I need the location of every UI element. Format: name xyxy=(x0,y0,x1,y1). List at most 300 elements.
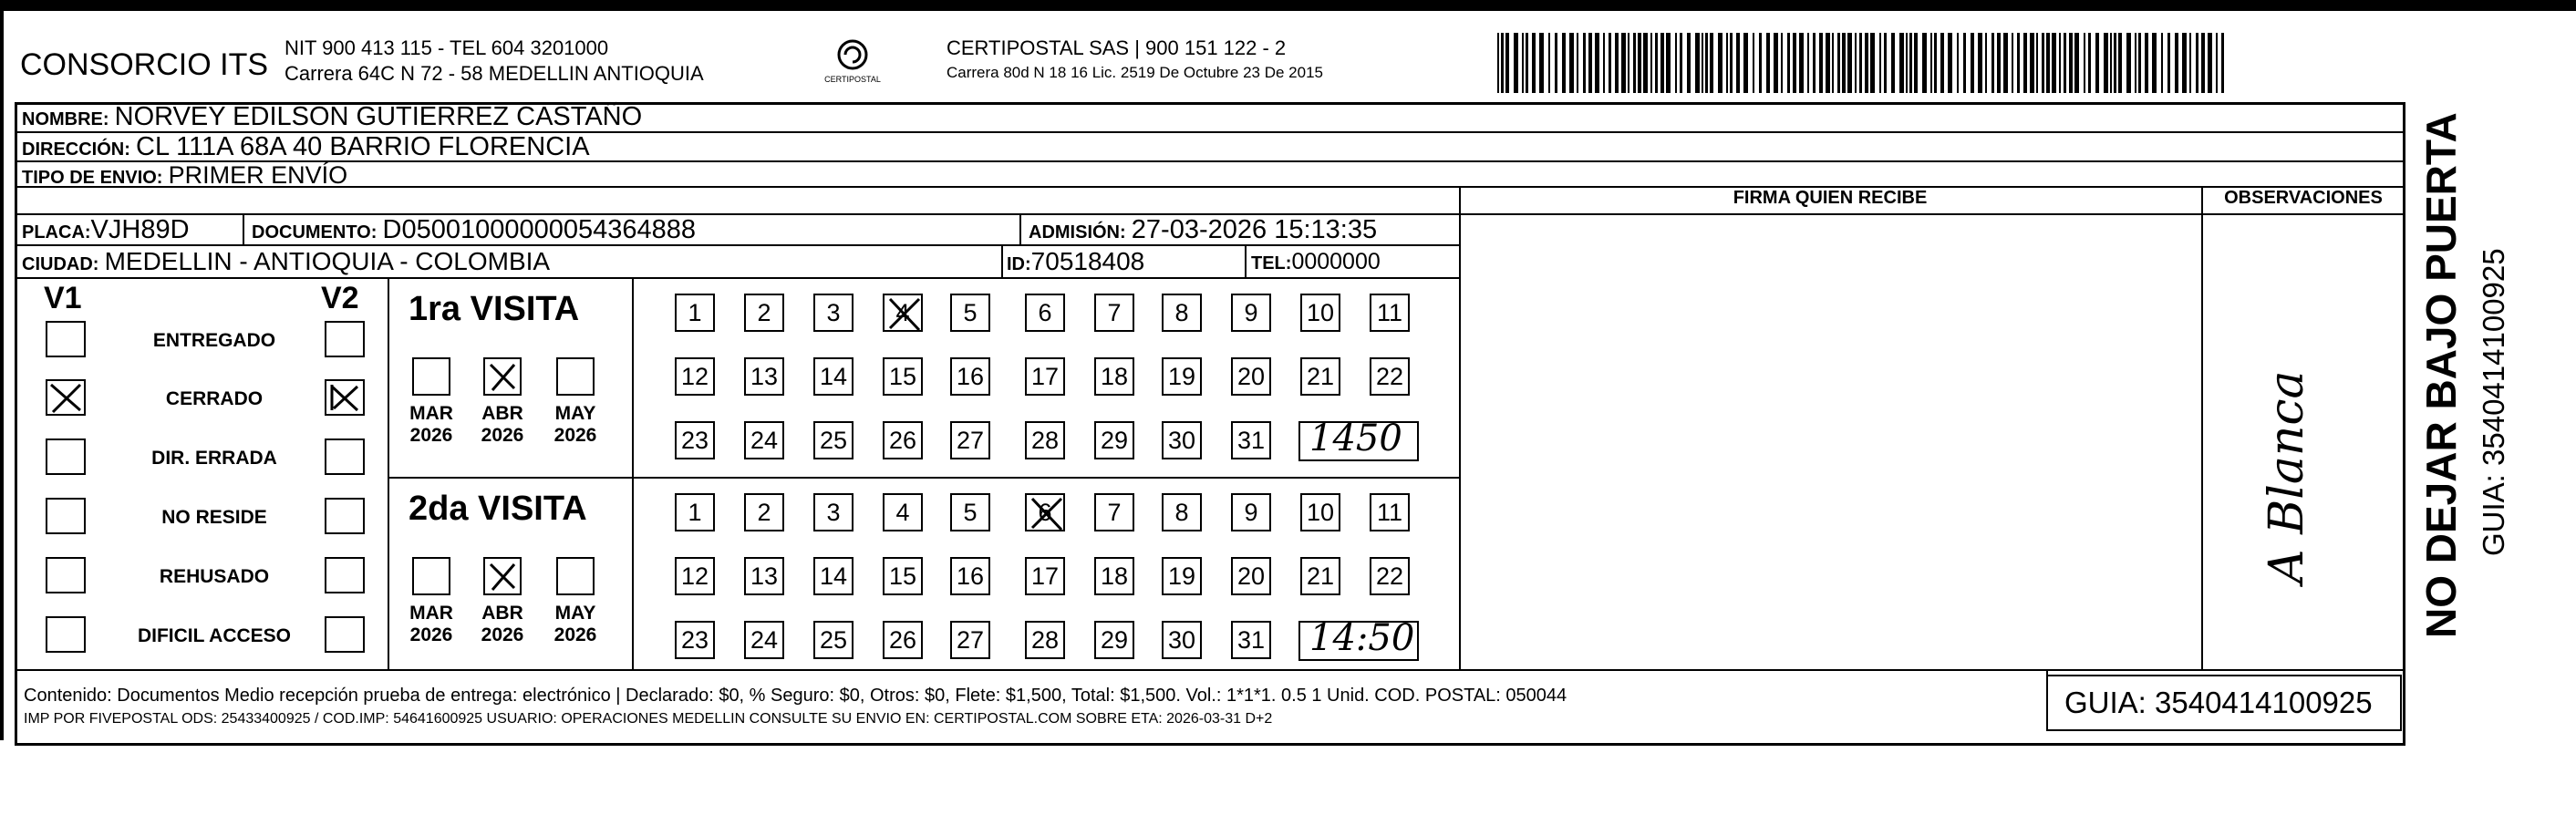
day-checkbox[interactable] xyxy=(1025,357,1065,396)
barcode-bar xyxy=(1934,33,1937,93)
day-checkbox[interactable] xyxy=(1231,557,1271,595)
rule xyxy=(1019,213,1021,244)
placa-row xyxy=(22,215,190,245)
day-checkbox[interactable] xyxy=(675,621,715,659)
barcode-bar xyxy=(1583,33,1586,93)
barcode-bar xyxy=(1787,33,1790,93)
barcode-bar xyxy=(1948,33,1952,93)
barcode-bar xyxy=(1718,33,1723,93)
day-number: 20 xyxy=(1236,362,1266,390)
day-number: 13 xyxy=(750,562,779,590)
day-checkbox[interactable] xyxy=(813,294,853,332)
month-checkbox[interactable] xyxy=(412,557,450,595)
v2-checkbox[interactable] xyxy=(325,379,365,416)
day-checkbox[interactable] xyxy=(1025,557,1065,595)
day-checkbox[interactable] xyxy=(1094,621,1134,659)
barcode-bar xyxy=(1906,33,1908,93)
day-checkbox[interactable] xyxy=(744,621,784,659)
status-option-label: DIR. ERRADA xyxy=(151,448,277,469)
barcode-bar xyxy=(1826,33,1830,93)
rule xyxy=(1459,186,1461,669)
status-option-label: ENTREGADO xyxy=(152,330,276,351)
certipostal-logo xyxy=(825,36,880,91)
barcode-bar xyxy=(2216,33,2218,93)
day-number: 24 xyxy=(750,426,779,454)
day-checkbox[interactable] xyxy=(1162,421,1202,459)
month-year: 2026 xyxy=(481,624,524,645)
firma-header: FIRMA QUIEN RECIBE xyxy=(1733,188,1928,208)
day-number: 19 xyxy=(1167,562,1196,590)
day-checkbox[interactable] xyxy=(950,621,990,659)
barcode-bar xyxy=(1807,33,1809,93)
barcode-bar xyxy=(1666,33,1671,93)
month-label xyxy=(474,403,531,447)
v2-checkbox[interactable] xyxy=(325,438,365,475)
month-label xyxy=(403,403,460,447)
v1-checkbox[interactable] xyxy=(46,321,86,357)
day-checkbox[interactable] xyxy=(950,294,990,332)
barcode-bar xyxy=(1628,33,1629,93)
day-checkbox[interactable] xyxy=(1231,493,1271,531)
day-checkbox[interactable] xyxy=(1231,357,1271,396)
footer-imp: IMP POR FIVEPOSTAL ODS: 25433400925 / COD.IMP: 54641600925 USUARIO: OPERACIONES MEDELLIN CONSULTE SU ENVIO EN: CERTIPOSTAL.COM SOBRE ETA: 2026-03-31 D+2 xyxy=(24,711,1273,727)
day-checkbox[interactable] xyxy=(744,493,784,531)
handwritten-time: 1450 xyxy=(1309,418,1402,459)
day-number: 12 xyxy=(680,362,709,390)
month-label xyxy=(547,403,604,447)
day-number: 16 xyxy=(956,562,985,590)
day-checkbox[interactable] xyxy=(744,294,784,332)
guia-box xyxy=(2046,675,2402,731)
day-checkbox[interactable] xyxy=(744,421,784,459)
barcode-bar xyxy=(1609,33,1611,93)
day-checkbox[interactable] xyxy=(1300,357,1340,396)
day-checkbox[interactable] xyxy=(675,421,715,459)
tipo-row xyxy=(22,161,347,190)
barcode-bar xyxy=(2095,33,2099,93)
day-number: 13 xyxy=(750,362,779,390)
month-year: 2026 xyxy=(481,425,524,446)
month-year: 2026 xyxy=(553,425,597,446)
barcode-bar xyxy=(1813,33,1816,93)
day-number: 22 xyxy=(1375,562,1404,590)
day-number: 9 xyxy=(1244,298,1258,326)
day-number: 7 xyxy=(1107,498,1122,526)
day-checkbox[interactable] xyxy=(950,557,990,595)
barcode-bar xyxy=(2104,33,2108,93)
day-number: 5 xyxy=(963,498,978,526)
placa-value: VJH89D xyxy=(90,215,190,244)
v2-checkbox[interactable] xyxy=(325,498,365,534)
month-checkbox[interactable] xyxy=(556,357,595,396)
barcode-bar xyxy=(1514,33,1518,93)
day-number: 8 xyxy=(1174,298,1189,326)
barcode-bar xyxy=(1577,33,1578,93)
barcode-bar xyxy=(1695,33,1700,93)
day-checkbox[interactable] xyxy=(1025,294,1065,332)
day-checkbox[interactable] xyxy=(675,294,715,332)
day-mark xyxy=(1027,495,1067,540)
barcode-bar xyxy=(1870,33,1875,93)
month-year: 2026 xyxy=(409,624,453,645)
carrier-address: Carrera 80d N 18 16 Lic. 2519 De Octubre 23 De 2015 xyxy=(947,64,1323,81)
barcode-bar xyxy=(1978,33,1982,93)
barcode-bar xyxy=(1759,33,1762,93)
direccion-label: DIRECCIÓN: xyxy=(22,139,130,160)
day-checkbox[interactable] xyxy=(1370,357,1410,396)
day-checkbox[interactable] xyxy=(950,493,990,531)
barcode-bar xyxy=(2208,33,2212,93)
status-option-label: CERRADO xyxy=(165,388,264,409)
month-name: ABR xyxy=(481,403,523,424)
month-name: MAY xyxy=(554,403,596,424)
barcode-bar xyxy=(2074,33,2079,93)
day-number: 2 xyxy=(757,498,771,526)
company-address: Carrera 64C N 72 - 58 MEDELLIN ANTIOQUIA xyxy=(284,62,704,85)
month-checkbox[interactable] xyxy=(483,557,522,595)
day-checkbox[interactable] xyxy=(744,357,784,396)
nombre-value: NORVEY EDILSON GUTIERREZ CASTAÑO xyxy=(114,102,643,131)
barcode-bar xyxy=(1832,33,1834,93)
barcode-bar xyxy=(2135,33,2136,93)
barcode-bar xyxy=(1799,33,1804,93)
visit-title: 1ra VISITA xyxy=(409,290,580,328)
barcode-bar xyxy=(1548,33,1550,93)
day-checkbox[interactable] xyxy=(883,357,923,396)
barcode-bar xyxy=(1847,33,1852,93)
day-number: 18 xyxy=(1100,562,1129,590)
barcode-bar xyxy=(1726,33,1728,93)
v1-checkbox[interactable] xyxy=(46,616,86,653)
barcode-bar xyxy=(1781,33,1783,93)
day-number: 15 xyxy=(888,562,917,590)
day-number: 20 xyxy=(1236,562,1266,590)
day-number: 3 xyxy=(826,298,841,326)
admision-row xyxy=(1029,215,1377,245)
day-checkbox[interactable] xyxy=(813,621,853,659)
day-checkbox[interactable] xyxy=(950,357,990,396)
barcode-bar xyxy=(1643,33,1648,93)
barcode-bar xyxy=(1569,33,1574,93)
barcode-bar xyxy=(2023,33,2027,93)
placa-label: PLACA: xyxy=(22,222,91,242)
rule xyxy=(2201,186,2203,669)
admision-value: 27-03-2026 15:13:35 xyxy=(1131,215,1378,244)
barcode-bar xyxy=(2088,33,2091,93)
day-number: 15 xyxy=(888,362,917,390)
barcode-bar xyxy=(1743,33,1748,93)
barcode-bar xyxy=(1884,33,1887,93)
day-number: 14 xyxy=(819,362,848,390)
day-number: 21 xyxy=(1306,562,1335,590)
day-checkbox[interactable] xyxy=(1300,294,1340,332)
barcode-bar xyxy=(2046,33,2050,93)
time-box[interactable] xyxy=(1298,418,1419,461)
day-checkbox[interactable] xyxy=(813,493,853,531)
v1-checkbox[interactable] xyxy=(46,438,86,475)
barcode-bar xyxy=(1595,33,1599,93)
barcode-bar xyxy=(2036,33,2038,93)
day-checkbox[interactable] xyxy=(883,294,923,332)
barcode-bar xyxy=(2161,33,2163,93)
rule xyxy=(1245,244,1247,277)
documento-row xyxy=(252,215,696,245)
direccion-value: CL 111A 68A 40 BARRIO FLORENCIA xyxy=(136,132,590,161)
barcode-bar xyxy=(1837,33,1840,93)
day-checkbox[interactable] xyxy=(1094,357,1134,396)
day-number: 1 xyxy=(688,498,702,526)
barcode-bar xyxy=(1505,33,1509,93)
barcode-bar xyxy=(1615,33,1619,93)
barcode-bar xyxy=(1501,33,1504,93)
barcode-bar xyxy=(2152,33,2157,93)
barcode-bar xyxy=(1899,33,1904,93)
day-checkbox[interactable] xyxy=(675,357,715,396)
id-label: ID: xyxy=(1007,254,1031,274)
day-mark xyxy=(885,295,925,340)
barcode-bar xyxy=(2126,33,2131,93)
day-checkbox[interactable] xyxy=(1231,421,1271,459)
day-number: 19 xyxy=(1167,362,1196,390)
tipo-value: PRIMER ENVÍO xyxy=(168,161,348,189)
rule xyxy=(388,277,389,669)
barcode-bar xyxy=(2189,33,2191,93)
day-checkbox[interactable] xyxy=(1370,557,1410,595)
barcode-bar xyxy=(1859,33,1862,93)
barcode xyxy=(1497,33,2227,93)
tel-value: 0000000 xyxy=(1291,249,1381,274)
day-number: 23 xyxy=(680,426,709,454)
month-checkbox[interactable] xyxy=(556,557,595,595)
day-number: 28 xyxy=(1030,426,1060,454)
barcode-bar xyxy=(1909,33,1912,93)
barcode-bar xyxy=(2052,33,2056,93)
ciudad-value: MEDELLIN - ANTIOQUIA - COLOMBIA xyxy=(104,247,551,275)
month-year: 2026 xyxy=(409,425,453,446)
barcode-bar xyxy=(2030,33,2034,93)
barcode-bar xyxy=(2182,33,2187,93)
day-checkbox[interactable] xyxy=(950,421,990,459)
barcode-bar xyxy=(1914,33,1918,93)
barcode-bar xyxy=(1650,33,1652,93)
day-number: 4 xyxy=(895,498,910,526)
barcode-bar xyxy=(1675,33,1677,93)
barcode-bar xyxy=(1588,33,1592,93)
v1-checkbox[interactable] xyxy=(46,498,86,534)
barcode-bar xyxy=(1562,33,1566,93)
barcode-bar xyxy=(1702,33,1703,93)
barcode-bar xyxy=(1971,33,1974,93)
barcode-bar xyxy=(2221,33,2224,93)
barcode-bar xyxy=(2118,33,2122,93)
barcode-bar xyxy=(2042,33,2044,93)
v2-checkbox[interactable] xyxy=(325,616,365,653)
day-checkbox[interactable] xyxy=(813,357,853,396)
day-number: 23 xyxy=(680,625,709,654)
barcode-bar xyxy=(2145,33,2148,93)
day-checkbox[interactable] xyxy=(1162,621,1202,659)
month-name: MAR xyxy=(409,403,453,424)
day-checkbox[interactable] xyxy=(1162,294,1202,332)
day-number: 3 xyxy=(826,498,841,526)
status-option-label: DIFICIL ACCESO xyxy=(137,625,291,646)
time-box[interactable] xyxy=(1298,617,1419,661)
day-number: 25 xyxy=(819,625,848,654)
day-checkbox[interactable] xyxy=(883,493,923,531)
barcode-bar xyxy=(1753,33,1754,93)
barcode-bar xyxy=(1526,33,1528,93)
month-checkbox[interactable] xyxy=(412,357,450,396)
day-number: 26 xyxy=(888,625,917,654)
barcode-bar xyxy=(1603,33,1605,93)
day-checkbox[interactable] xyxy=(1300,493,1340,531)
day-checkbox[interactable] xyxy=(675,557,715,595)
top-edge-bar xyxy=(0,0,2576,11)
barcode-bar xyxy=(1680,33,1682,93)
barcode-bar xyxy=(1940,33,1944,93)
day-checkbox[interactable] xyxy=(883,621,923,659)
day-number: 8 xyxy=(1174,498,1189,526)
day-checkbox[interactable] xyxy=(1370,493,1410,531)
ciudad-row xyxy=(22,247,550,276)
day-checkbox[interactable] xyxy=(1025,621,1065,659)
status-option-label: NO RESIDE xyxy=(161,507,267,528)
v1-checkbox[interactable] xyxy=(46,379,86,416)
barcode-bar xyxy=(1963,33,1966,93)
barcode-bar xyxy=(1997,33,2001,93)
barcode-bar xyxy=(1621,33,1626,93)
day-checkbox[interactable] xyxy=(1094,294,1134,332)
footer-contenido: Contenido: Documentos Medio recepción prueba de entrega: electrónico | Declarado: $0, % Seguro: $0, Otros: $0, Flete: $1,500, Total: $1,500. Vol.: 1*1*1. 0.5 1 Unid. COD. POSTAL: 050044 xyxy=(24,686,1567,706)
barcode-bar xyxy=(1842,33,1846,93)
day-checkbox[interactable] xyxy=(1231,621,1271,659)
observacion-handwriting: A Blanca xyxy=(2260,370,2314,583)
barcode-bar xyxy=(1991,33,1994,93)
barcode-bar xyxy=(1655,33,1658,93)
logo-caption: CERTIPOSTAL xyxy=(824,75,881,84)
barcode-bar xyxy=(1891,33,1895,93)
month-year: 2026 xyxy=(553,624,597,645)
day-checkbox[interactable] xyxy=(813,421,853,459)
day-number: 14 xyxy=(819,562,848,590)
day-checkbox[interactable] xyxy=(1231,294,1271,332)
v1-checkbox[interactable] xyxy=(46,557,86,593)
day-number: 21 xyxy=(1306,362,1335,390)
month-name: ABR xyxy=(481,603,523,624)
barcode-bar xyxy=(2069,33,2073,93)
day-number: 6 xyxy=(1038,298,1052,326)
day-checkbox[interactable] xyxy=(883,557,923,595)
admision-label: ADMISIÓN: xyxy=(1029,222,1126,242)
day-checkbox[interactable] xyxy=(1025,421,1065,459)
day-checkbox[interactable] xyxy=(813,557,853,595)
barcode-bar xyxy=(2017,33,2020,93)
carrier-name: CERTIPOSTAL SAS | 900 151 122 - 2 xyxy=(947,36,1287,59)
day-checkbox[interactable] xyxy=(1162,357,1202,396)
month-label xyxy=(403,603,460,646)
nombre-row xyxy=(22,102,642,132)
day-number: 1 xyxy=(688,298,702,326)
barcode-bar xyxy=(1532,33,1536,93)
day-checkbox[interactable] xyxy=(744,557,784,595)
day-checkbox[interactable] xyxy=(675,493,715,531)
direccion-row xyxy=(22,132,590,162)
barcode-bar xyxy=(2201,33,2205,93)
day-checkbox[interactable] xyxy=(1300,557,1340,595)
barcode-bar xyxy=(2175,33,2178,93)
day-number: 30 xyxy=(1167,426,1196,454)
barcode-bar xyxy=(1774,33,1778,93)
barcode-bar xyxy=(1633,33,1636,93)
day-checkbox[interactable] xyxy=(883,421,923,459)
barcode-bar xyxy=(1730,33,1733,93)
v1-header: V1 xyxy=(44,281,82,315)
documento-label: DOCUMENTO: xyxy=(252,222,378,242)
barcode-bar xyxy=(1660,33,1664,93)
barcode-bar xyxy=(1922,33,1927,93)
day-number: 31 xyxy=(1236,426,1266,454)
barcode-bar xyxy=(1638,33,1641,93)
day-checkbox[interactable] xyxy=(1094,421,1134,459)
rule xyxy=(388,477,1459,479)
day-number: 11 xyxy=(1376,298,1403,326)
day-number: 22 xyxy=(1375,362,1404,390)
day-number: 27 xyxy=(956,625,985,654)
day-number: 24 xyxy=(750,625,779,654)
company-nit: NIT 900 413 115 - TEL 604 3201000 xyxy=(284,36,609,59)
barcode-bar xyxy=(1957,33,1959,93)
day-number: 10 xyxy=(1306,298,1335,326)
day-checkbox[interactable] xyxy=(1162,557,1202,595)
barcode-bar xyxy=(1555,33,1557,93)
rule xyxy=(1001,244,1003,277)
day-number: 7 xyxy=(1107,298,1122,326)
id-value: 70518408 xyxy=(1030,247,1145,275)
side-guia: GUIA: 3540414100925 xyxy=(2477,248,2510,556)
barcode-bar xyxy=(2059,33,2061,93)
day-checkbox[interactable] xyxy=(1162,493,1202,531)
barcode-bar xyxy=(2084,33,2085,93)
barcode-bar xyxy=(1736,33,1740,93)
day-number: 11 xyxy=(1376,498,1403,526)
v2-header: V2 xyxy=(321,281,359,315)
v2-checkbox[interactable] xyxy=(325,321,365,357)
day-checkbox[interactable] xyxy=(1094,493,1134,531)
day-number: 10 xyxy=(1306,498,1335,526)
side-warning: NO DEJAR BAJO PUERTA xyxy=(2417,112,2465,638)
month-checkbox[interactable] xyxy=(483,357,522,396)
day-checkbox[interactable] xyxy=(1094,557,1134,595)
barcode-bar xyxy=(1793,33,1796,93)
barcode-bar xyxy=(1687,33,1691,93)
id-row xyxy=(1007,247,1144,276)
day-number: 12 xyxy=(680,562,709,590)
tipo-label: TIPO DE ENVIO: xyxy=(22,168,163,188)
day-number: 29 xyxy=(1100,625,1129,654)
barcode-bar xyxy=(1710,33,1713,93)
day-number: 6 xyxy=(1038,498,1052,526)
day-number: 2 xyxy=(757,298,771,326)
rule xyxy=(632,277,634,669)
v2-checkbox[interactable] xyxy=(325,557,365,593)
day-checkbox[interactable] xyxy=(1370,294,1410,332)
left-edge-line xyxy=(0,11,4,740)
status-option-label: REHUSADO xyxy=(159,566,270,587)
handwritten-time: 14:50 xyxy=(1309,617,1415,659)
barcode-bar xyxy=(1819,33,1823,93)
day-checkbox[interactable] xyxy=(1025,493,1065,531)
barcode-bar xyxy=(1855,33,1857,93)
